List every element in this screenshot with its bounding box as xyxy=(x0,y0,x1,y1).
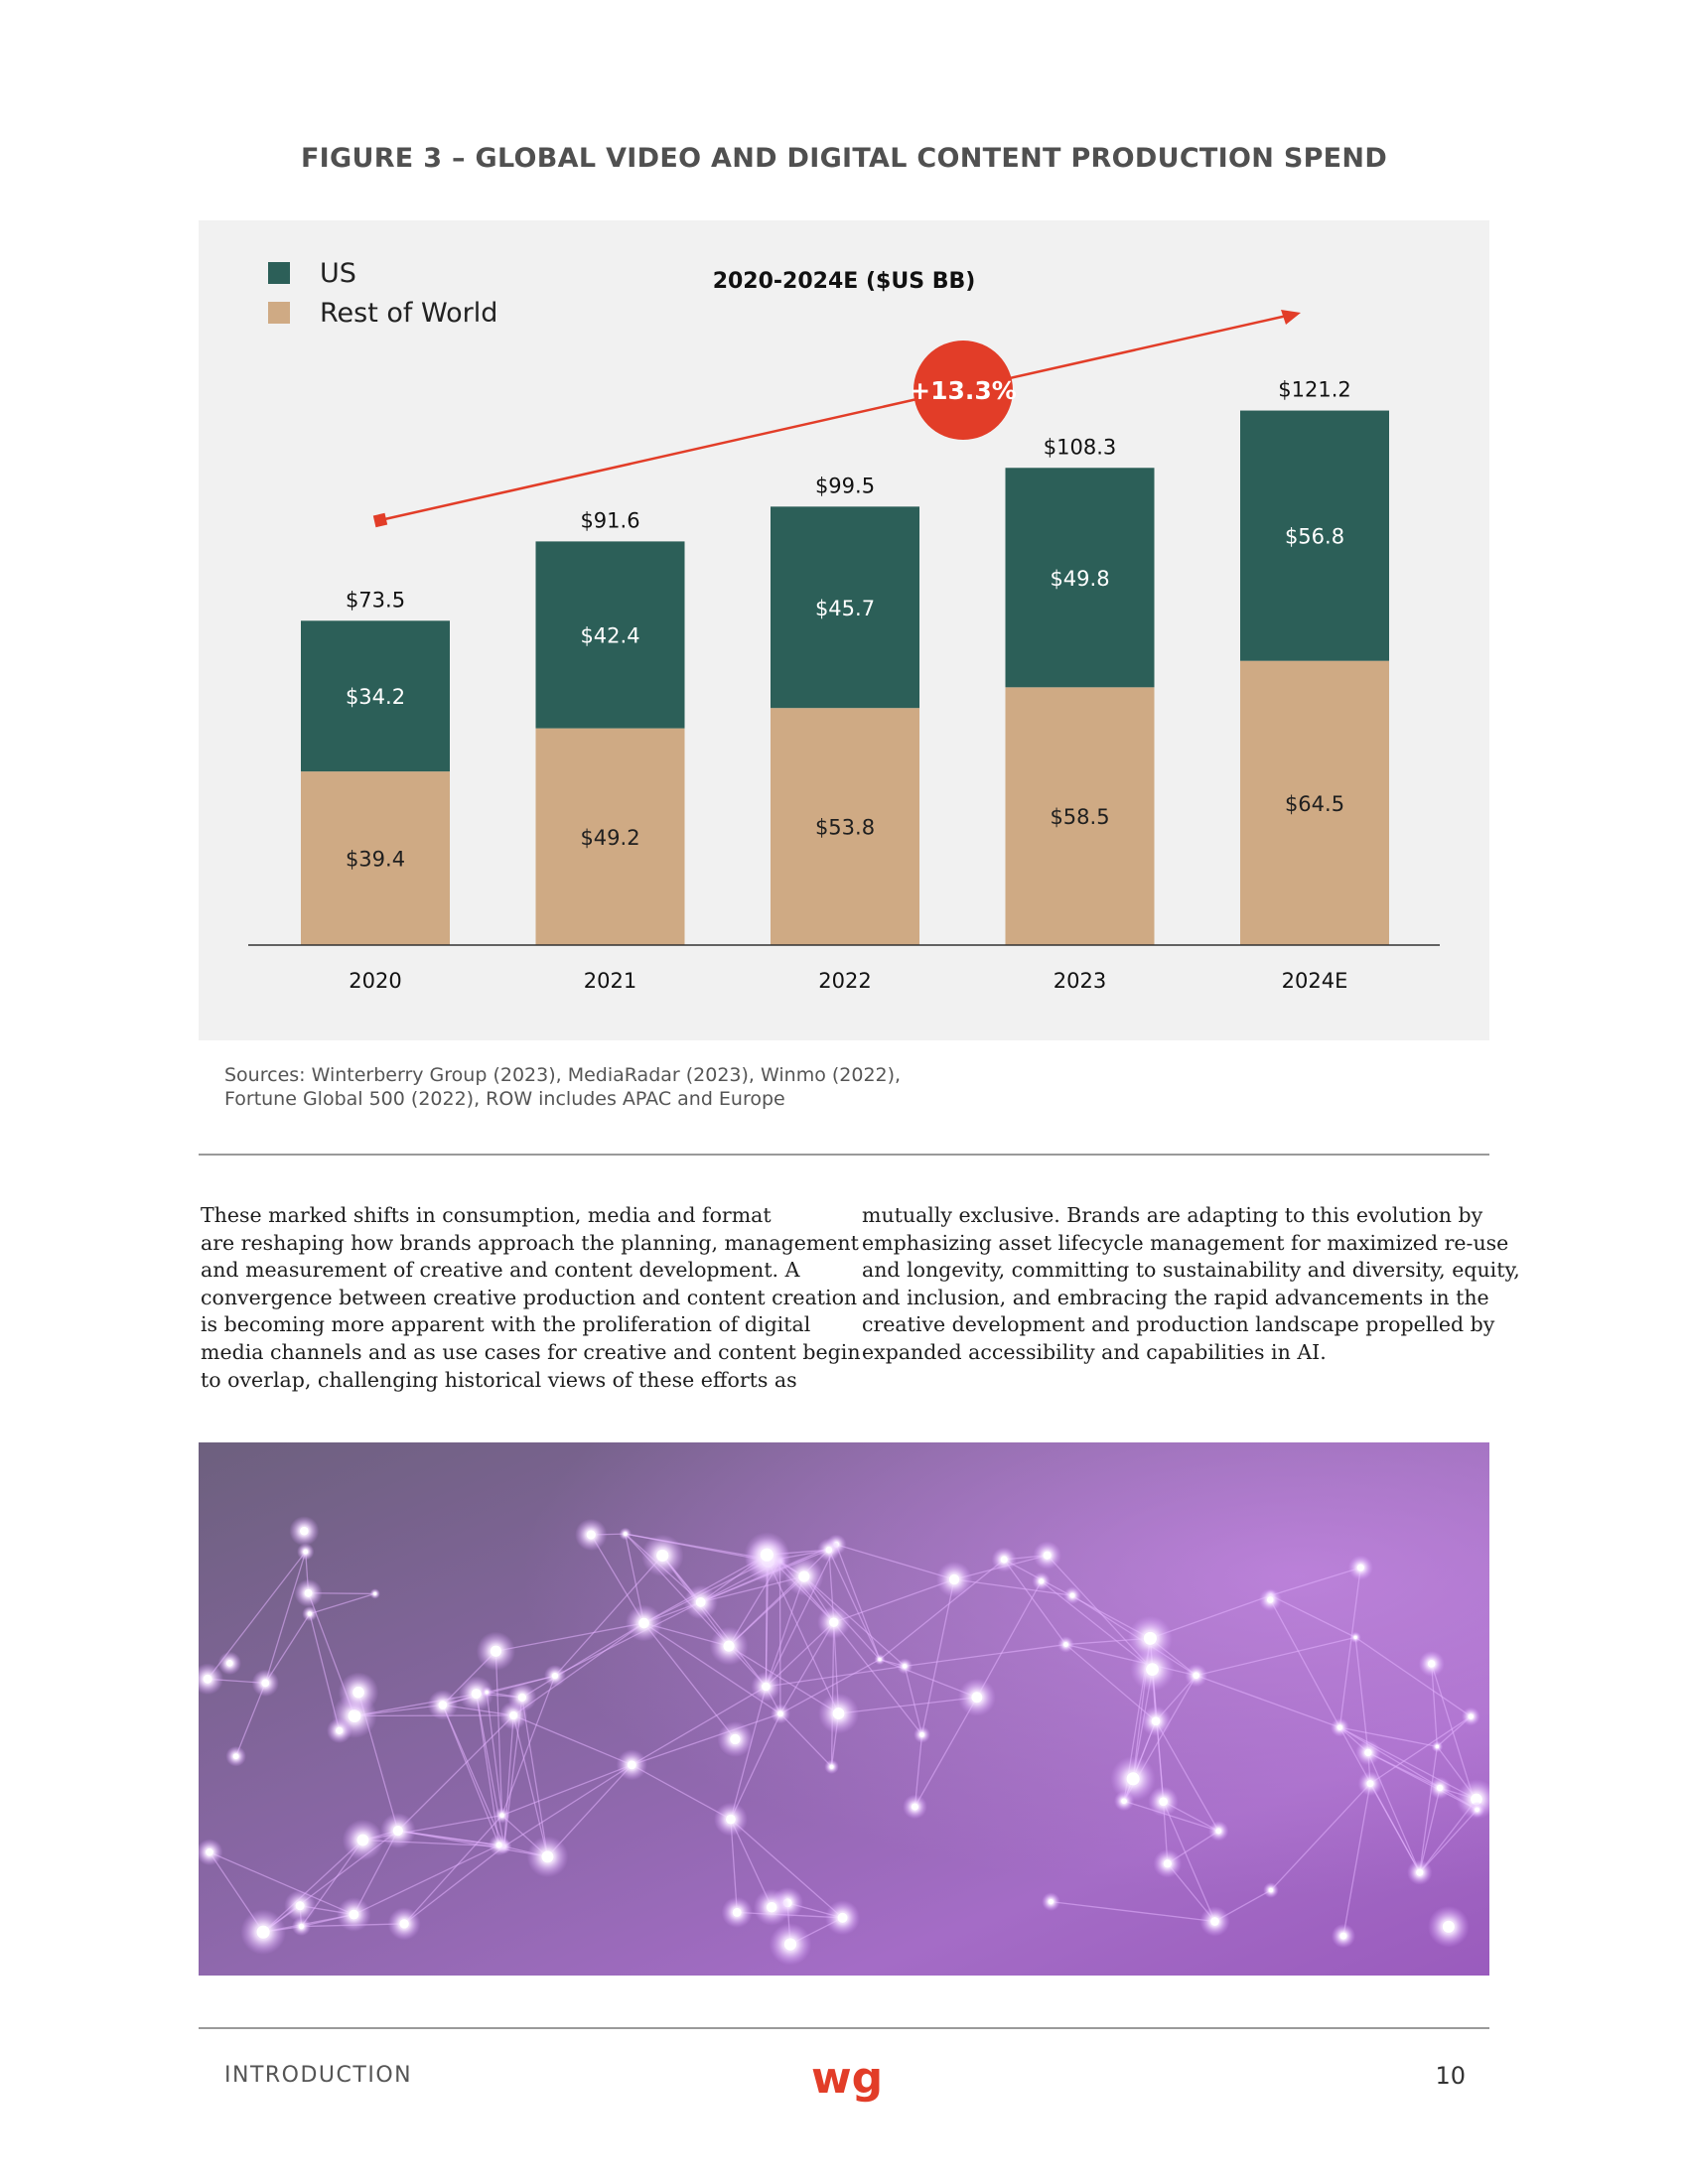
network-node-core xyxy=(1159,1797,1168,1806)
network-node-core xyxy=(912,1803,918,1810)
network-node-core xyxy=(1044,1552,1052,1560)
network-node-core xyxy=(438,1701,447,1709)
network-node-core xyxy=(1127,1772,1140,1785)
network-node-core xyxy=(399,1919,409,1929)
network-node-core xyxy=(949,1574,959,1584)
data-label-us-2023: $49.8 xyxy=(1050,566,1110,591)
network-node-core xyxy=(837,1913,847,1923)
network-node-core xyxy=(233,1753,239,1759)
total-label-2023: $108.3 xyxy=(1043,435,1117,460)
network-node-core xyxy=(1437,1785,1444,1792)
total-label-2020: $73.5 xyxy=(345,588,406,613)
legend-label-rest-of-world: Rest of World xyxy=(320,298,498,329)
network-node-core xyxy=(833,1707,845,1719)
network-node-core xyxy=(971,1692,982,1703)
network-node-core xyxy=(733,1908,742,1917)
network-node-core xyxy=(730,1734,740,1744)
network-node-core xyxy=(1146,1663,1159,1676)
network-node-core xyxy=(1354,1636,1357,1639)
network-node-core xyxy=(204,1675,212,1684)
network-node-core xyxy=(356,1835,368,1846)
network-node-core xyxy=(1193,1672,1199,1679)
network-node-core xyxy=(762,1683,771,1692)
network-node-core xyxy=(1164,1859,1172,1867)
network-node-core xyxy=(777,1710,783,1716)
data-label-us-2021: $42.4 xyxy=(580,623,640,648)
data-label-row-2024E: $64.5 xyxy=(1284,791,1345,816)
network-node-core xyxy=(472,1689,482,1699)
network-node-core xyxy=(1001,1556,1008,1563)
data-label-us-2022: $45.7 xyxy=(814,596,876,620)
figure-title: FIGURE 3 – GLOBAL VIDEO AND DIGITAL CONTENT PRODUCTION SPEND xyxy=(300,143,1388,174)
trend-start-marker xyxy=(373,513,387,527)
network-node-core xyxy=(628,1760,636,1769)
data-label-us-2024E: $56.8 xyxy=(1284,524,1345,549)
wg-logo xyxy=(809,2057,881,2121)
data-label-us-2020: $34.2 xyxy=(345,685,406,710)
network-node-core xyxy=(878,1658,881,1661)
network-node-core xyxy=(1215,1828,1221,1834)
network-node-core xyxy=(1357,1565,1364,1571)
network-node-core xyxy=(299,1924,305,1930)
wg-logo-mark xyxy=(809,2057,881,2116)
network-node-core xyxy=(587,1530,596,1539)
network-node-core xyxy=(486,1691,489,1694)
legend-swatch-us xyxy=(268,262,290,284)
network-node-core xyxy=(1366,1780,1373,1787)
network-node-core xyxy=(726,1815,736,1825)
network-node-core xyxy=(509,1711,517,1719)
body-text-left-column: These marked shifts in consumption, media and format are reshaping how brands approach the planning, management and measurement of creative and content development. A convergence between creative production and content creation is becoming more apparent with the proliferation of digital media channels and as use cases for creative and content begin to overlap, challenging historical views of these efforts as xyxy=(201,1203,861,1392)
network-node-core xyxy=(518,1694,526,1702)
network-node-core xyxy=(767,1902,777,1913)
network-node-core xyxy=(919,1732,924,1737)
network-node-core xyxy=(656,1550,668,1562)
network-node-core xyxy=(257,1926,270,1939)
network-node-core xyxy=(373,1592,376,1595)
network-node-core xyxy=(761,1549,774,1562)
network-node-core xyxy=(1210,1917,1219,1926)
network-node-core xyxy=(1443,1921,1455,1933)
network-node-core xyxy=(798,1570,809,1581)
data-label-row-2020: $39.4 xyxy=(345,847,406,872)
legend-swatch-rest-of-world xyxy=(268,302,290,324)
network-node-core xyxy=(499,1813,504,1818)
network-image xyxy=(199,1442,1489,1976)
legend-label-us: US xyxy=(320,258,356,289)
network-node-core xyxy=(491,1646,501,1657)
sources-line-2: Fortune Global 500 (2022), ROW includes APAC and Europe xyxy=(224,1088,785,1110)
network-node-core xyxy=(784,1938,796,1950)
network-node-core xyxy=(1469,1713,1474,1718)
network-node-core xyxy=(825,1547,832,1554)
network-node-core xyxy=(1436,1745,1439,1748)
section-divider xyxy=(199,1154,1489,1156)
network-node-core xyxy=(552,1673,558,1679)
network-node-core xyxy=(624,1532,628,1536)
network-node-core xyxy=(541,1850,553,1862)
x-tick-2021: 2021 xyxy=(583,969,637,993)
network-node-core xyxy=(336,1727,343,1734)
network-node-core xyxy=(226,1660,233,1667)
network-node-core xyxy=(349,1910,358,1920)
network-node-core xyxy=(393,1826,403,1836)
data-label-row-2023: $58.5 xyxy=(1050,805,1110,830)
cagr-badge-label: +13.3% xyxy=(910,376,1017,405)
chart-panel xyxy=(199,220,1489,1040)
x-tick-2022: 2022 xyxy=(818,969,872,993)
network-node-core xyxy=(303,1550,308,1555)
network-node-core xyxy=(829,1617,839,1627)
x-tick-2020: 2020 xyxy=(349,969,402,993)
trend-arrowhead xyxy=(1281,310,1301,325)
svg-text:wg: wg xyxy=(811,2057,881,2104)
network-node-core xyxy=(1269,1888,1274,1893)
network-node-core xyxy=(308,1611,312,1615)
network-node-core xyxy=(696,1597,706,1607)
network-node-core xyxy=(1049,1899,1054,1904)
network-node-core xyxy=(352,1687,364,1699)
network-node-core xyxy=(1364,1749,1371,1756)
x-tick-2023: 2023 xyxy=(1053,969,1107,993)
network-node-core xyxy=(903,1664,908,1669)
network-node-core xyxy=(300,1527,309,1536)
network-node-core xyxy=(496,1842,502,1847)
network-node-core xyxy=(1267,1596,1274,1603)
sources-line-1: Sources: Winterberry Group (2023), MediaRadar (2023), Winmo (2022), xyxy=(224,1064,902,1086)
network-node-core xyxy=(1337,1724,1342,1729)
network-node-core xyxy=(1063,1642,1068,1647)
total-label-2024E: $121.2 xyxy=(1278,377,1351,402)
network-node-core xyxy=(1428,1660,1436,1668)
network-node-core xyxy=(1144,1632,1157,1645)
page-number: 10 xyxy=(1435,2062,1466,2090)
footer-divider xyxy=(199,2027,1489,2029)
data-label-row-2021: $49.2 xyxy=(580,825,640,850)
sources-note xyxy=(224,1063,1118,1111)
network-node-core xyxy=(261,1679,269,1687)
network-node-core xyxy=(206,1848,213,1856)
network-node-core xyxy=(829,1765,833,1769)
total-label-2021: $91.6 xyxy=(580,508,640,533)
network-node-core xyxy=(305,1589,313,1597)
total-label-2022: $99.5 xyxy=(814,474,876,498)
network-node-core xyxy=(1069,1593,1074,1598)
network-node-core xyxy=(1339,1933,1346,1940)
chart-subtitle: 2020-2024E ($US BB) xyxy=(712,269,976,294)
network-node-core xyxy=(1039,1578,1044,1583)
network-node-core xyxy=(296,1901,305,1910)
data-label-row-2022: $53.8 xyxy=(814,815,876,840)
network-node-core xyxy=(723,1641,734,1652)
network-node-core xyxy=(1475,1808,1479,1813)
x-tick-2024E: 2024E xyxy=(1281,969,1348,993)
network-node-core xyxy=(1152,1716,1161,1725)
body-text-right-column: mutually exclusive. Brands are adapting to this evolution by emphasizing asset lifecycle management for maximized re-use and longevity, committing to sustainability and diversity, equity, and inclusion, and embracing the rapid advancements in the creative development and production landscape propelled by expanded accessibility and capabilities in AI. xyxy=(862,1203,1520,1364)
stacked-bar-chart xyxy=(199,220,1489,1040)
footer-section-label: INTRODUCTION xyxy=(224,2063,413,2088)
network-node-core xyxy=(1416,1868,1423,1875)
network-illustration xyxy=(199,1442,1489,1976)
network-node-core xyxy=(638,1618,649,1629)
